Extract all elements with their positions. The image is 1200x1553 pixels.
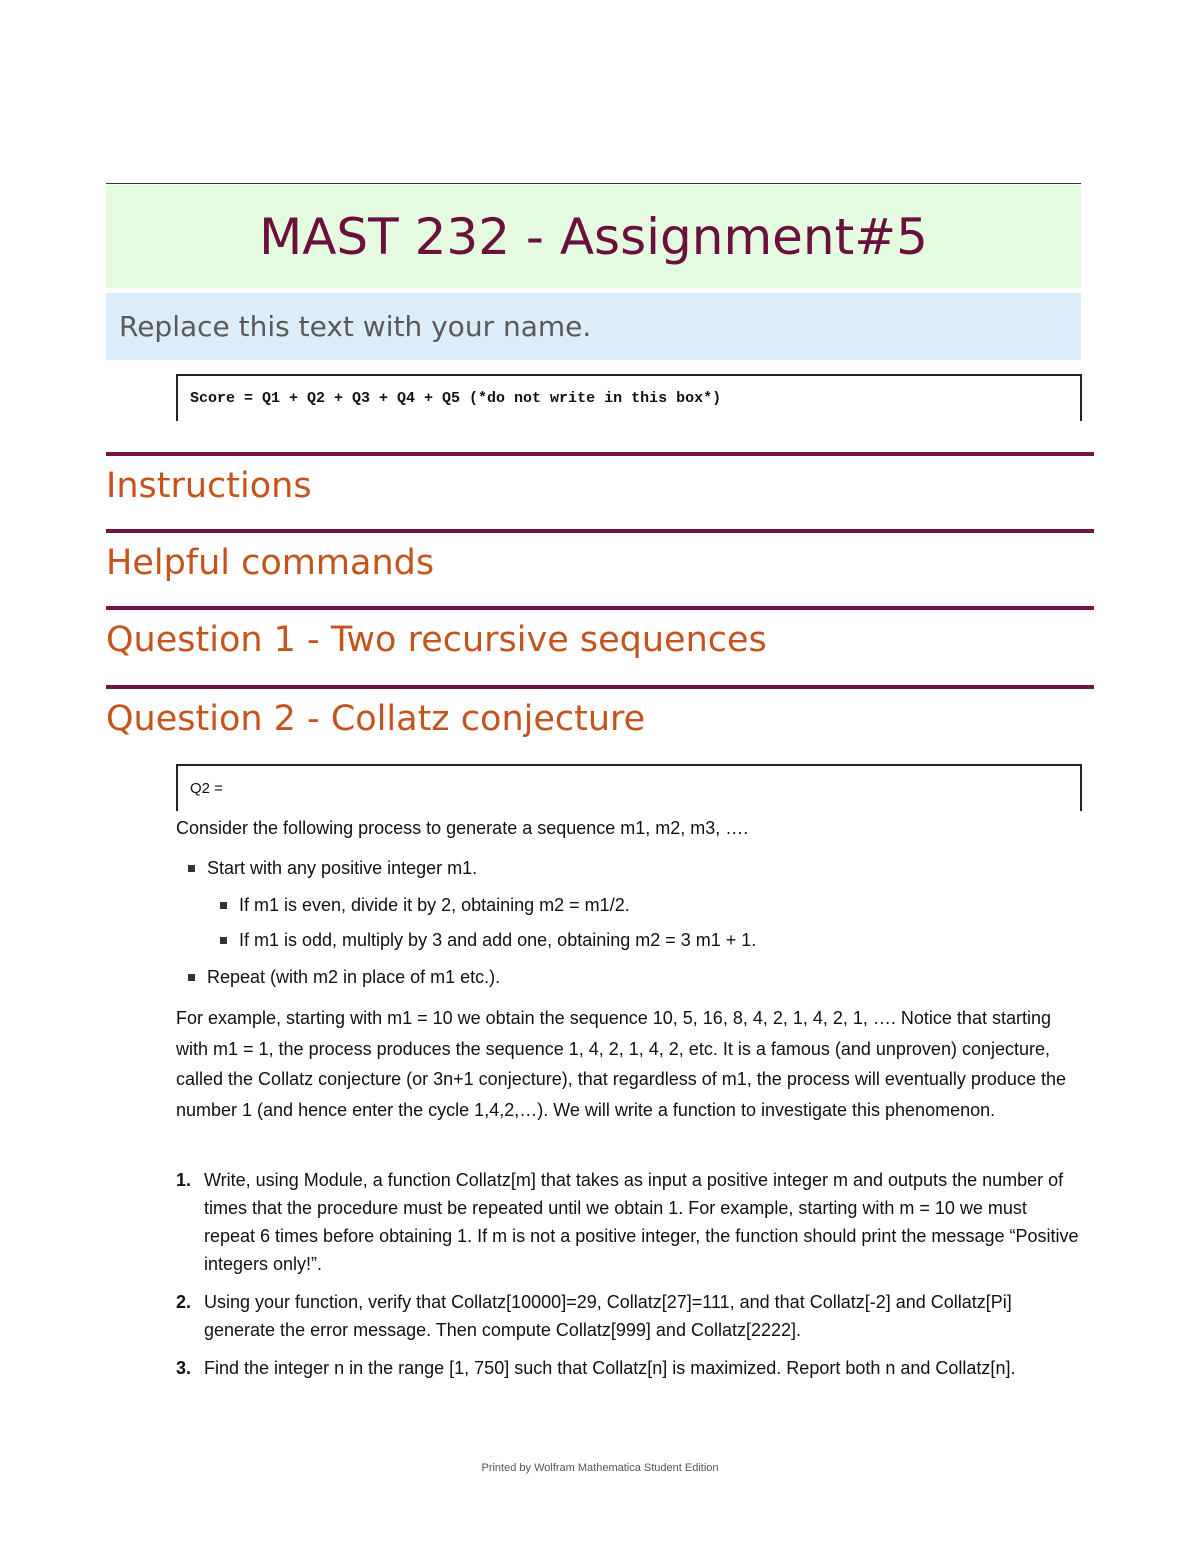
- numbered-item: [176, 1288, 1081, 1344]
- list-item: [188, 967, 500, 988]
- q2-score-box: [176, 764, 1082, 811]
- list-item: [188, 858, 477, 879]
- bullet-icon: [220, 902, 227, 909]
- item-number: 1.: [176, 1170, 192, 1190]
- q2-intro: Consider the following process to generate a sequence m1, m2, m3, ….: [176, 818, 749, 838]
- document-title: MAST 232 - Assignment#5: [259, 207, 928, 266]
- bullet-text: Start with any positive integer m1.: [207, 858, 478, 878]
- section-instructions[interactable]: [106, 452, 1094, 506]
- bullet-text: If m1 is even, divide it by 2, obtaining m2 = m1/2.: [239, 895, 630, 915]
- q2-score-text: Q2 =: [190, 780, 223, 797]
- q2-paragraph: For example, starting with m1 = 10 we obtain the sequence 10, 5, 16, 8, 4, 2, 1, 4, 2, 1, …. Notice that starting with m1 = 1, the process produces the sequence 1, 4, 2, 1, 4, 2, etc. It is a famous (and unproven) conjecture, called the Collatz conjecture (or 3n+1 conjecture), that regardless of m1, the process will eventually produce the number 1 (and hence enter the cycle 1,4,2,…). We will write a function to investigate this phenomenon.: [176, 1008, 1066, 1120]
- item-text: Write, using Module, a function Collatz[m] that takes as input a positive integer m and outputs the number of times that the procedure must be repeated until we obtain 1. For example, starting with m = 10 we must repeat 6 times before obtaining 1. If m is not a positive integer, the function should print the message “Positive integers only!”.: [204, 1170, 1079, 1274]
- item-text: Find the integer n in the range [1, 750] such that Collatz[n] is maximized. Report both n and Collatz[n].: [204, 1358, 1016, 1378]
- section-helpful-commands[interactable]: [106, 529, 1094, 583]
- title-cell[interactable]: [106, 185, 1081, 288]
- section-heading: Question 2 - Collatz conjecture: [106, 699, 646, 739]
- item-text: Using your function, verify that Collatz[10000]=29, Collatz[27]=111, and that Collatz[-2] and Collatz[Pi] generate the error message. Then compute Collatz[999] and Collatz[2222].: [204, 1292, 1012, 1340]
- bullet-icon: [188, 974, 195, 981]
- name-cell[interactable]: [106, 293, 1081, 360]
- bullet-text: If m1 is odd, multiply by 3 and add one, obtaining m2 = 3 m1 + 1.: [239, 930, 757, 950]
- section-heading: Question 1 - Two recursive sequences: [106, 620, 767, 660]
- bullet-icon: [188, 865, 195, 872]
- numbered-item: [176, 1354, 1081, 1382]
- bullet-text: Repeat (with m2 in place of m1 etc.).: [207, 967, 501, 987]
- item-number: 3.: [176, 1358, 192, 1378]
- section-heading: Helpful commands: [106, 543, 435, 583]
- section-question-1[interactable]: [106, 606, 1094, 660]
- name-placeholder: Replace this text with your name.: [119, 310, 592, 343]
- score-box: [176, 374, 1082, 421]
- print-footer: Printed by Wolfram Mathematica Student Edition: [481, 1462, 719, 1474]
- item-number: 2.: [176, 1292, 192, 1312]
- bullet-icon: [220, 937, 227, 944]
- section-heading: Instructions: [106, 466, 312, 506]
- list-item: [220, 930, 756, 951]
- top-rule: [106, 183, 1081, 184]
- numbered-item: [176, 1166, 1081, 1278]
- list-item: [220, 895, 630, 916]
- section-question-2[interactable]: [106, 685, 1094, 739]
- score-box-text: Score = Q1 + Q2 + Q3 + Q4 + Q5 (*do not write in this box*): [190, 390, 722, 407]
